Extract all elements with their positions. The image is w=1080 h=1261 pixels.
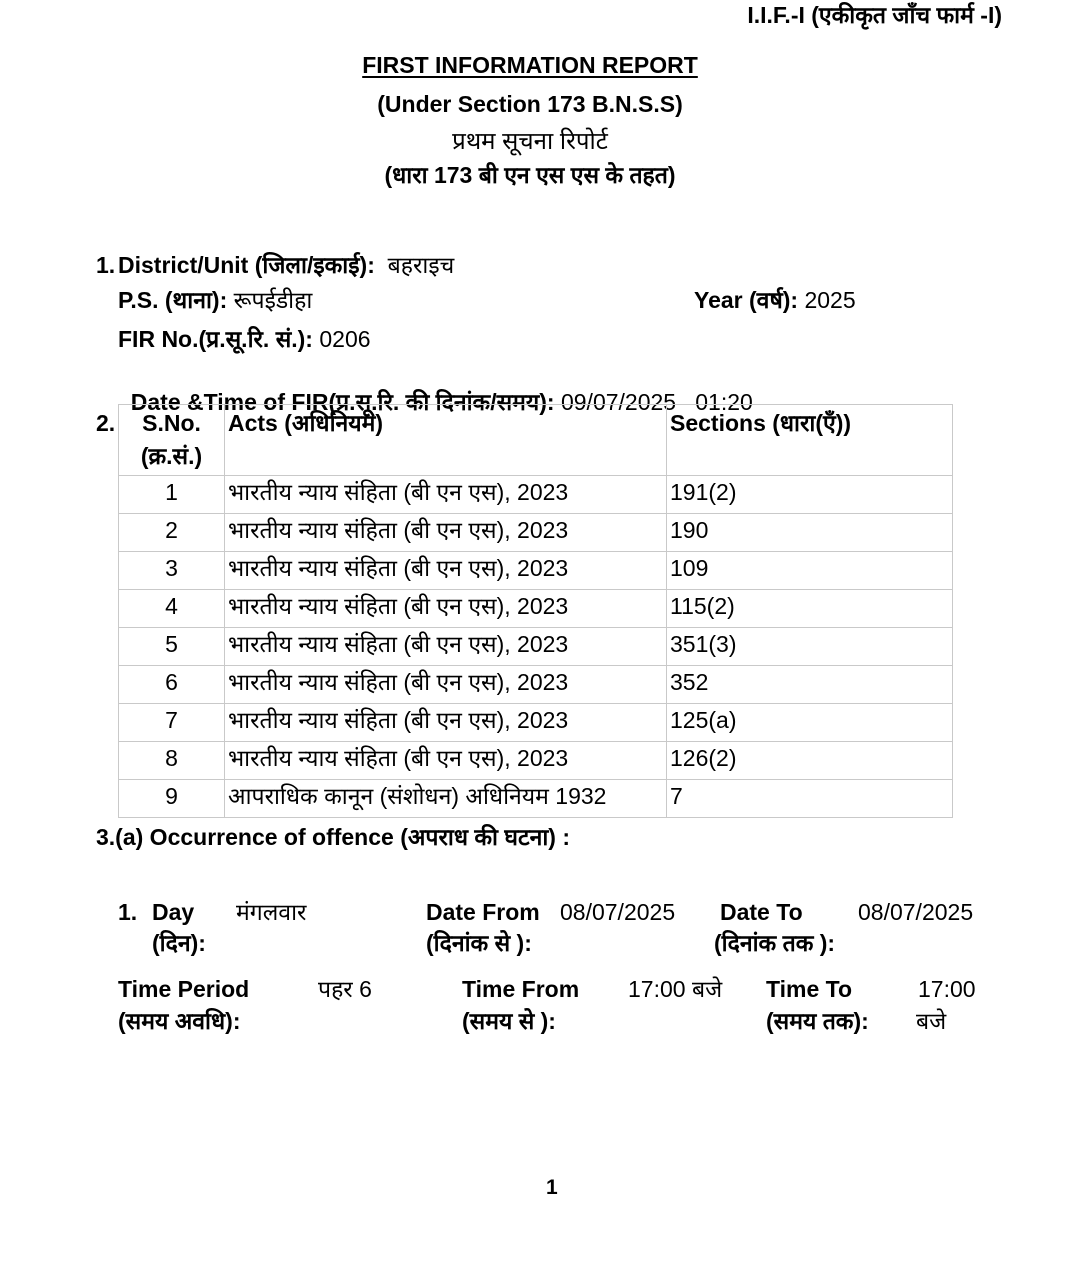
- row-section: 109: [667, 552, 953, 590]
- row-sno: 6: [119, 666, 225, 704]
- page-title: FIRST INFORMATION REPORT: [362, 52, 698, 78]
- row-act: भारतीय न्याय संहिता (बी एन एस), 2023: [225, 628, 667, 666]
- table-row: [119, 666, 953, 704]
- row-section: 190: [667, 514, 953, 552]
- fir-label: FIR No.(प्र.सू.रि. सं.):: [118, 326, 313, 352]
- section1-number: 1.: [96, 252, 116, 278]
- section3-heading: 3.(a) Occurrence of offence (अपराध की घटना) :: [96, 824, 571, 850]
- time-to-value-suffix: बजे: [916, 1008, 947, 1034]
- time-period-label-hindi: (समय अवधि):: [118, 1008, 241, 1034]
- table-row: [119, 704, 953, 742]
- acts-table: [118, 404, 953, 818]
- time-from-label: Time From: [462, 976, 580, 1002]
- row-section: 191(2): [667, 476, 953, 514]
- acts-table-header: [119, 405, 953, 476]
- table-row: [119, 628, 953, 666]
- day-value: मंगलवार: [236, 899, 307, 925]
- header-acts: Acts (अधिनियम): [225, 405, 667, 476]
- row-sno: 3: [119, 552, 225, 590]
- row-section: 126(2): [667, 742, 953, 780]
- header-sno: [119, 405, 225, 476]
- fir-value: 0206: [319, 326, 371, 352]
- ps-value: रूपईडीहा: [233, 287, 313, 313]
- table-row: [119, 590, 953, 628]
- time-to-label: Time To: [766, 976, 853, 1002]
- page-number: 1: [546, 1176, 558, 1199]
- district-label: District/Unit (जिला/इकाई):: [118, 252, 375, 278]
- district-row: [118, 252, 454, 278]
- year-value: 2025: [804, 287, 856, 313]
- page-subtitle-hindi: (धारा 173 बी एन एस एस के तहत): [384, 162, 676, 188]
- table-row: [119, 742, 953, 780]
- date-from-label-hindi: (दिनांक से ):: [426, 930, 532, 956]
- row-section: 351(3): [667, 628, 953, 666]
- row-act: भारतीय न्याय संहिता (बी एन एस), 2023: [225, 552, 667, 590]
- district-value: बहराइच: [387, 252, 455, 278]
- datetime-label: Date &Time of FIR(प्र.सू.रि. की दिनांक/समय):: [130, 389, 555, 416]
- day-number: 1.: [118, 899, 138, 925]
- date-to-label: Date To: [720, 899, 803, 925]
- table-row: [119, 476, 953, 514]
- time-to-label-hindi: (समय तक):: [766, 1008, 869, 1034]
- row-act: भारतीय न्याय संहिता (बी एन एस), 2023: [225, 666, 667, 704]
- row-act: आपराधिक कानून (संशोधन) अधिनियम 1932: [225, 780, 667, 818]
- date-to-value: 08/07/2025: [858, 899, 974, 925]
- date-to-label-hindi: (दिनांक तक ):: [714, 930, 836, 956]
- header-sno-hindi: (क्र.सं.): [140, 443, 203, 470]
- time-period-label: Time Period: [118, 976, 250, 1002]
- row-sno: 2: [119, 514, 225, 552]
- row-section: 7: [667, 780, 953, 818]
- form-code: I.I.F.-I (एकीकृत जाँच फार्म -I): [747, 2, 1002, 28]
- table-row: [119, 514, 953, 552]
- page-title-hindi: प्रथम सूचना रिपोर्ट: [452, 128, 608, 155]
- row-section: 352: [667, 666, 953, 704]
- row-act: भारतीय न्याय संहिता (बी एन एस), 2023: [225, 514, 667, 552]
- row-sno: 4: [119, 590, 225, 628]
- page-subtitle: (Under Section 173 B.N.S.S): [377, 91, 683, 117]
- row-section: 125(a): [667, 704, 953, 742]
- row-act: भारतीय न्याय संहिता (बी एन एस), 2023: [225, 742, 667, 780]
- ps-row: [118, 287, 312, 313]
- year-row: [694, 287, 856, 313]
- row-sno: 7: [119, 704, 225, 742]
- row-sno: 9: [119, 780, 225, 818]
- row-sno: 5: [119, 628, 225, 666]
- date-from-value: 08/07/2025: [560, 899, 676, 925]
- time-from-value: 17:00 बजे: [628, 976, 723, 1002]
- table-row: [119, 780, 953, 818]
- table-row: [119, 552, 953, 590]
- section2-number: 2.: [96, 410, 116, 436]
- row-sno: 8: [119, 742, 225, 780]
- row-act: भारतीय न्याय संहिता (बी एन एस), 2023: [225, 590, 667, 628]
- datetime-value: 09/07/2025 01:20: [560, 389, 753, 416]
- header-sections: Sections (धारा(एँ)): [667, 405, 953, 476]
- row-section: 115(2): [667, 590, 953, 628]
- fir-row: [118, 326, 371, 352]
- row-act: भारतीय न्याय संहिता (बी एन एस), 2023: [225, 704, 667, 742]
- year-label: Year (वर्ष):: [694, 287, 799, 313]
- day-label-hindi: (दिन):: [152, 930, 206, 956]
- day-label: Day: [152, 899, 195, 925]
- time-from-label-hindi: (समय से ):: [462, 1008, 556, 1034]
- header-sno-label: S.No.: [142, 410, 201, 436]
- row-sno: 1: [119, 476, 225, 514]
- time-to-value: 17:00: [918, 976, 976, 1002]
- ps-label: P.S. (थाना):: [118, 287, 228, 313]
- time-period-value: पहर 6: [318, 976, 372, 1002]
- date-from-label: Date From: [426, 899, 540, 925]
- row-act: भारतीय न्याय संहिता (बी एन एस), 2023: [225, 476, 667, 514]
